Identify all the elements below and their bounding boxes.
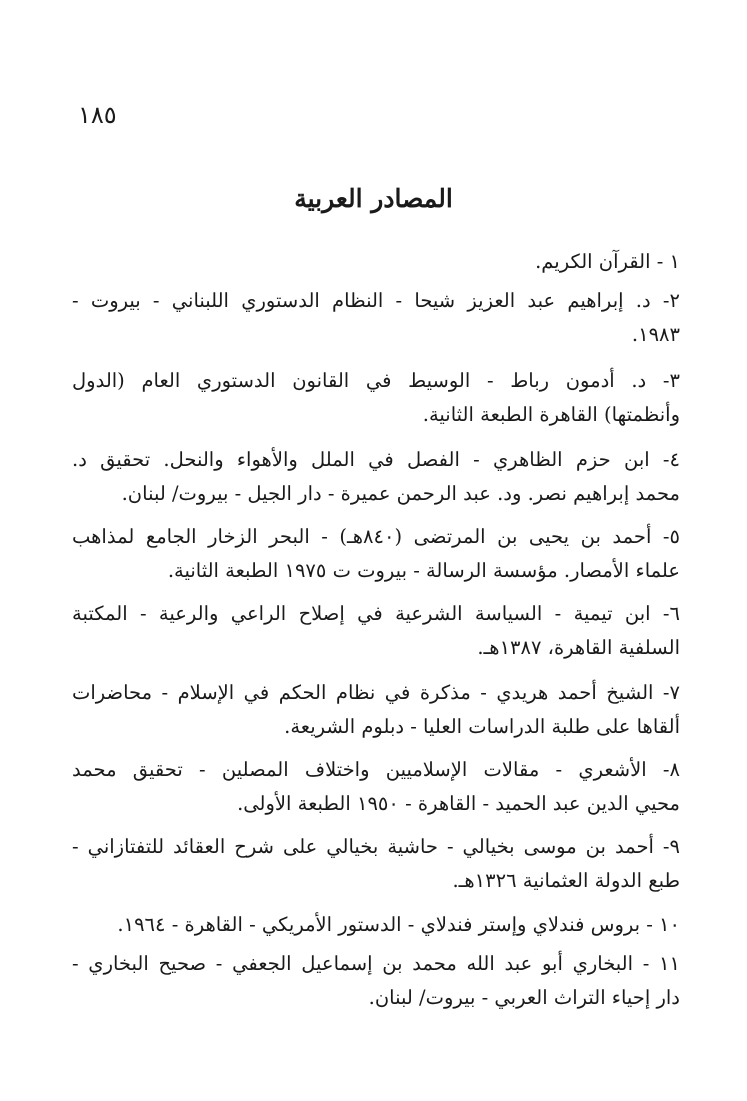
section-title: المصادر العربية xyxy=(294,184,453,213)
reference-item xyxy=(72,597,680,665)
reference-item xyxy=(72,753,680,821)
reference-line: ألقاها على طلبة الدراسات العليا - دبلوم الشريعة. xyxy=(284,715,680,738)
reference-item xyxy=(72,908,680,942)
reference-line: وأنظمتها) القاهرة الطبعة الثانية. xyxy=(422,403,680,426)
reference-line: علماء الأمصار. مؤسسة الرسالة - بيروت ت ١٩٧٥ الطبعة الثانية. xyxy=(167,559,680,582)
reference-line: ٦- ابن تيمية - السياسة الشرعية في إصلاح الراعي والرعية - المكتبة xyxy=(72,602,680,625)
reference-item xyxy=(72,245,680,279)
reference-line: محيي الدين عبد الحميد - القاهرة - ١٩٥٠ الطبعة الأولى. xyxy=(237,792,680,815)
reference-line: ٥- أحمد بن يحيى بن المرتضى (٨٤٠هـ) - البحر الزخار الجامع لمذاهب xyxy=(72,525,680,548)
reference-line: ١٠ - بروس فندلاي وإستر فندلاي - الدستور الأمريكي - القاهرة - ١٩٦٤. xyxy=(117,913,680,936)
page-number: ١٨٥ xyxy=(78,101,117,129)
reference-line: ١٩٨٣. xyxy=(631,323,680,346)
reference-item xyxy=(72,284,680,352)
reference-item xyxy=(72,947,680,1015)
reference-line: طبع الدولة العثمانية ١٣٢٦هـ. xyxy=(452,869,680,892)
reference-line: ٨- الأشعري - مقالات الإسلاميين واختلاف المصلين - تحقيق محمد xyxy=(72,758,680,781)
reference-line: دار إحياء التراث العربي - بيروت/ لبنان. xyxy=(368,986,680,1009)
reference-line: ١ - القرآن الكريم. xyxy=(535,250,680,273)
reference-line: ٢- د. إبراهيم عبد العزيز شيحا - النظام الدستوري اللبناني - بيروت - xyxy=(72,289,680,312)
reference-item xyxy=(72,830,680,898)
reference-line: محمد إبراهيم نصر. ود. عبد الرحمن عميرة - دار الجيل - بيروت/ لبنان. xyxy=(121,482,680,505)
reference-line: ٩- أحمد بن موسى بخيالي - حاشية بخيالي على شرح العقائد للتفتازاني - xyxy=(72,835,680,858)
reference-item xyxy=(72,443,680,511)
reference-line: السلفية القاهرة، ١٣٨٧هـ. xyxy=(477,636,680,659)
reference-item xyxy=(72,364,680,432)
reference-item xyxy=(72,520,680,588)
reference-item xyxy=(72,676,680,744)
reference-line: ١١ - البخاري أبو عبد الله محمد بن إسماعيل الجعفي - صحيح البخاري - xyxy=(72,952,680,975)
reference-line: ٤- ابن حزم الظاهري - الفصل في الملل والأهواء والنحل. تحقيق د. xyxy=(72,448,680,471)
reference-line: ٣- د. أدمون رباط - الوسيط في القانون الدستوري العام (الدول xyxy=(72,369,680,392)
reference-line: ٧- الشيخ أحمد هريدي - مذكرة في نظام الحكم في الإسلام - محاضرات xyxy=(72,681,680,704)
